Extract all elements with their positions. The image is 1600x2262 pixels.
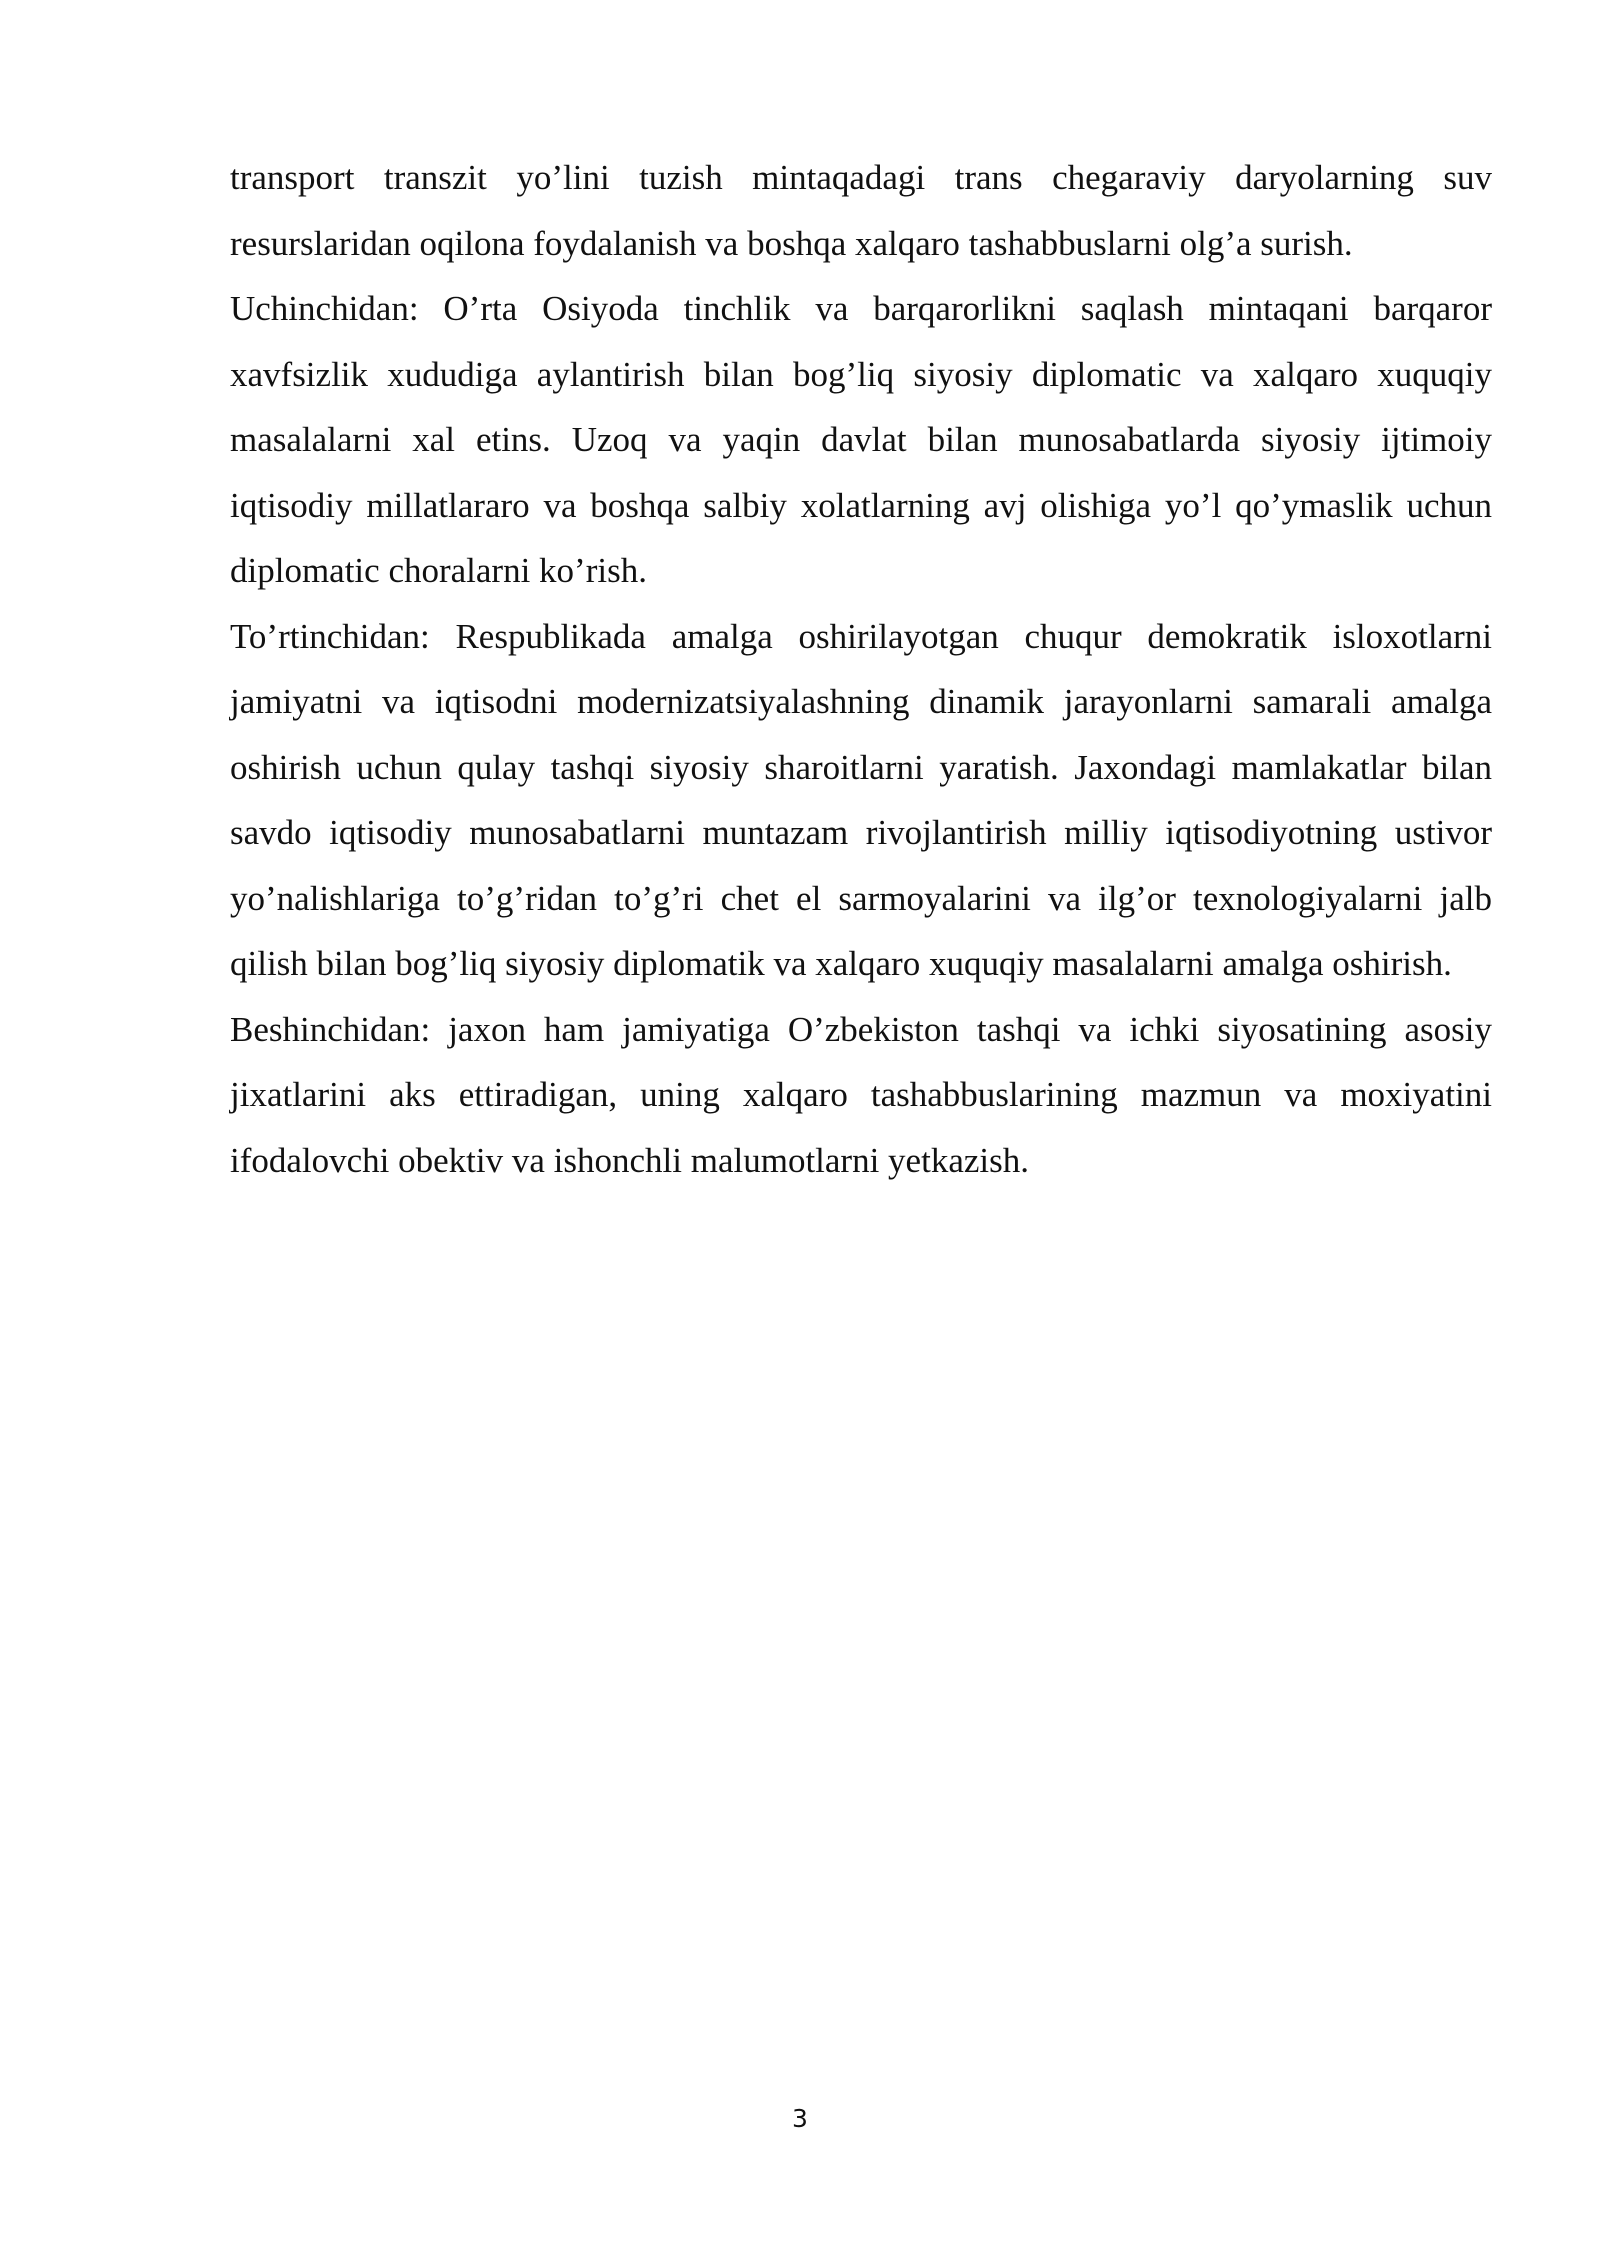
page-number: 3 <box>792 2104 808 2133</box>
paragraph-fifth-point: Beshinchidan: jaxon ham jamiyatiga O’zbekiston tashqi va ichki siyosatining asosiy jixatlarini aks ettiradigan, uning xalqaro tashabbuslarining mazmun va moxiyatini ifodalovchi obektiv va ishonchli malumotlarni yetkazish. <box>230 1009 1492 1180</box>
body-text <box>230 145 1492 1193</box>
paragraph-fourth-point: To’rtinchidan: Respublikada amalga oshirilayotgan chuqur demokratik isloxotlarni jamiyatni va iqtisodni modernizatsiyalashning dinamik jarayonlarni samarali amalga oshirish uchun qulay tashqi siyosiy sharoitlarni yaratish. Jaxondagi mamlakatlar bilan savdo iqtisodiy munosabatlarni muntazam rivojlantirish milliy iqtisodiyotning ustivor yo’nalishlariga to’g’ridan to’g’ri chet el sarmoyalarini va ilg’or texnologiyalarni jalb qilish bilan bog’liq siyosiy diplomatik va xalqaro xuquqiy masalalarni amalga oshirish. <box>230 616 1492 983</box>
paragraph-transport-transit: transport transzit yo’lini tuzish mintaqadagi trans chegaraviy daryolarning suv resurslaridan oqilona foydalanish va boshqa xalqaro tashabbuslarni olg’a surish. <box>230 158 1492 263</box>
paragraph-third-point: Uchinchidan: O’rta Osiyoda tinchlik va barqarorlikni saqlash mintaqani barqaror xavfsizlik xududiga aylantirish bilan bog’liq siyosiy diplomatic va xalqaro xuquqiy masalalarni xal etins. Uzoq va yaqin davlat bilan munosabatlarda siyosiy ijtimoiy iqtisodiy millatlararo va boshqa salbiy xolatlarning avj olishiga yo’l qo’ymaslik uchun diplomatic choralarni ko’rish. <box>230 289 1492 590</box>
